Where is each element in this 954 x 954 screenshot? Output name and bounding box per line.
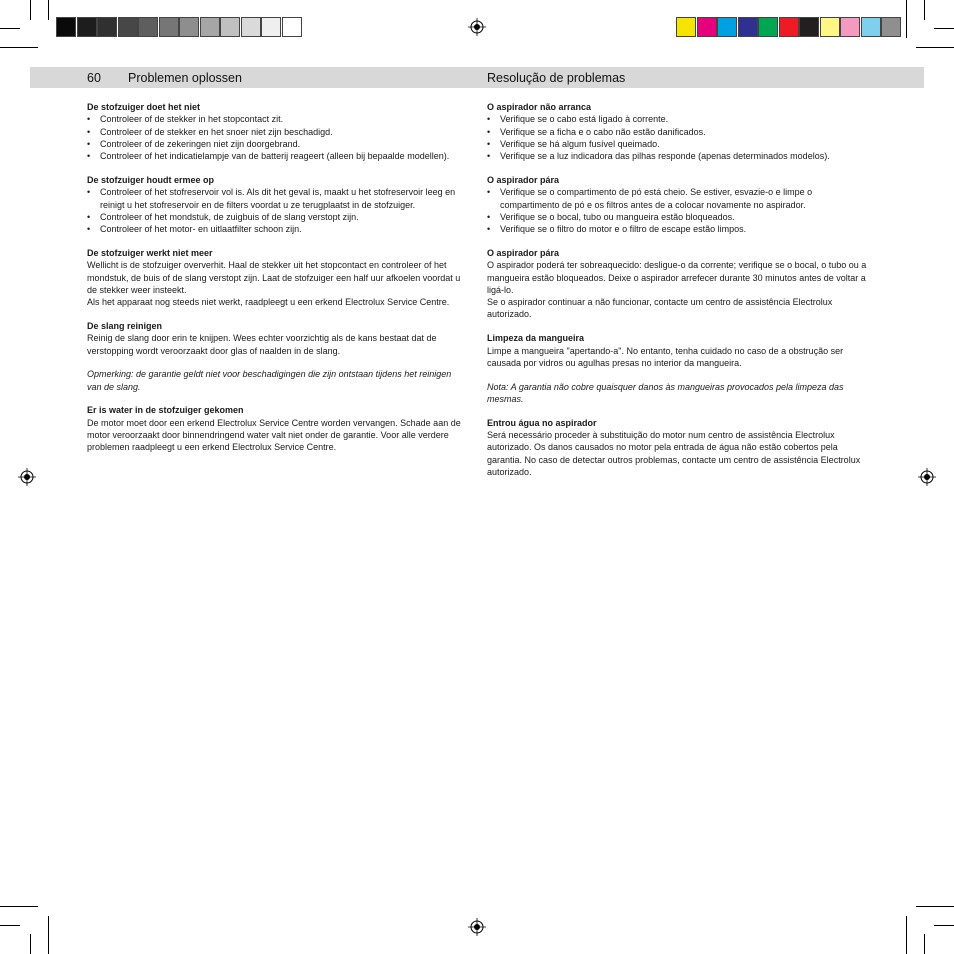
- warranty-note: [487, 381, 867, 406]
- paragraph: Wellicht is de stofzuiger oververhit. Haal de stekker uit het stopcontact en controleer of het mondstuk, de buis of de slang verstopt zijn. Laat de stofzuiger een half uur afkoelen voordat u de stekker weer insteekt.: [87, 260, 461, 295]
- section-title: De slang reinigen: [87, 320, 163, 331]
- note-text: Opmerking: de garantie geldt niet voor beschadigingen die zijn ontstaan tijdens het reinigen van de slang.: [87, 369, 452, 392]
- color-swatch: [717, 17, 737, 37]
- paragraph: Als het apparaat nog steeds niet werkt, raadpleegt u een erkend Electrolux Service Centre.: [87, 297, 450, 308]
- color-swatch: [179, 17, 199, 37]
- section-title: De stofzuiger werkt niet meer: [87, 247, 213, 258]
- section-title: De stofzuiger houdt ermee op: [87, 174, 215, 185]
- color-swatch: [820, 17, 840, 37]
- process-color-bar: [676, 17, 902, 37]
- bullet-list: [87, 186, 467, 235]
- paragraph: O aspirador poderá ter sobreaquecido: desligue-o da corrente; verifique se o bocal, o tubo ou a mangueira estão bloqueados. Deixe o aspirador arrefecer durante 30 minutos antes de voltar a ligá-lo.: [487, 260, 867, 295]
- color-swatch: [840, 17, 860, 37]
- crop-mark: [48, 916, 49, 954]
- list-item: • Verifique se o bocal, tubo ou mangueira estão bloqueados.: [487, 211, 867, 223]
- right-column: [487, 101, 867, 490]
- color-swatch: [697, 17, 717, 37]
- color-swatch: [159, 17, 179, 37]
- section-hose-cleaning: [487, 332, 867, 369]
- section-hose-cleaning: [87, 320, 467, 357]
- color-swatch: [861, 17, 881, 37]
- color-swatch: [200, 17, 220, 37]
- list-item: • Controleer of de zekeringen niet zijn doorgebrand.: [87, 138, 467, 150]
- crop-mark: [0, 28, 20, 29]
- section-stopped-working: [87, 247, 467, 308]
- crop-mark: [916, 906, 954, 907]
- paragraph: Se o aspirador continuar a não funcionar, contacte um centro de assistência Electrolux autorizado.: [487, 297, 833, 320]
- registration-mark-icon: [468, 18, 486, 36]
- crop-mark: [48, 0, 49, 20]
- crop-mark: [906, 916, 907, 954]
- section-not-starting: [87, 101, 467, 162]
- section-title: Er is water in de stofzuiger gekomen: [87, 405, 244, 416]
- color-swatch: [799, 17, 819, 37]
- color-swatch: [220, 17, 240, 37]
- color-swatch: [118, 17, 138, 37]
- list-item: • Verifique se o filtro do motor e o filtro de escape estão limpos.: [487, 223, 867, 235]
- registration-mark-icon: [468, 918, 486, 936]
- list-item: • Verifique se a ficha e o cabo não estão danificados.: [487, 126, 867, 138]
- warranty-note: [87, 368, 467, 393]
- crop-mark: [30, 0, 31, 20]
- bullet-list: [487, 186, 867, 235]
- crop-mark: [0, 906, 38, 907]
- grayscale-color-bar: [56, 17, 302, 37]
- right-page-title: Resolução de problemas: [487, 71, 626, 85]
- color-swatch: [738, 17, 758, 37]
- list-item: • Controleer of het stofreservoir vol is. Als dit het geval is, maakt u het stofreservoir leeg en reinigt u het stofreservoir en de filters voordat u ze terugplaatst in de stofzuiger.: [87, 186, 467, 211]
- section-title: O aspirador pára: [487, 174, 560, 185]
- section-not-starting: [487, 101, 867, 162]
- left-column: [87, 101, 467, 465]
- color-swatch: [138, 17, 158, 37]
- crop-mark: [30, 934, 31, 954]
- paragraph: Reinig de slang door erin te knijpen. Wees echter voorzichtig als de kans bestaat dat de verstopping wordt veroorzaakt door glas of naalden in de slang.: [87, 333, 437, 356]
- color-swatch: [779, 17, 799, 37]
- note-text: Nota: A garantia não cobre quaisquer danos às mangueiras provocados pela limpeza das mesmas.: [487, 381, 844, 404]
- registration-mark-icon: [18, 468, 36, 486]
- color-swatch: [758, 17, 778, 37]
- section-title: O aspirador pára: [487, 247, 560, 258]
- section-title: Limpeza da mangueira: [487, 333, 585, 344]
- section-title: O aspirador não arranca: [487, 102, 592, 112]
- section-stops: [87, 174, 467, 235]
- section-title: Entrou água no aspirador: [487, 417, 597, 428]
- list-item: • Controleer of het mondstuk, de zuigbuis of de slang verstopt zijn.: [87, 211, 467, 223]
- crop-mark: [934, 925, 954, 926]
- list-item: • Verifique se o compartimento de pó está cheio. Se estiver, esvazie-o e limpe o compartimento de pó e os filtros antes de a colocar novamente no aspirador.: [487, 186, 867, 211]
- section-title: De stofzuiger doet het niet: [87, 102, 201, 112]
- bullet-list: [87, 113, 467, 162]
- paragraph: Limpe a mangueira "apertando-a". No entanto, tenha cuidado no caso de a obstrução ser causada por vidros ou agulhas presas no interior da mangueira.: [487, 345, 844, 368]
- color-swatch: [676, 17, 696, 37]
- crop-mark: [924, 0, 925, 20]
- left-page-title: Problemen oplossen: [128, 71, 242, 85]
- section-water: [487, 417, 867, 478]
- color-swatch: [97, 17, 117, 37]
- registration-mark-icon: [918, 468, 936, 486]
- list-item: • Verifique se o cabo está ligado à corrente.: [487, 113, 867, 125]
- section-stops: [487, 174, 867, 235]
- list-item: • Controleer of het indicatielampje van de batterij reageert (alleen bij bepaalde modellen).: [87, 150, 467, 162]
- color-swatch: [282, 17, 302, 37]
- list-item: • Verifique se há algum fusível queimado.: [487, 138, 867, 150]
- crop-mark: [934, 28, 954, 29]
- paragraph: Será necessário proceder à substituição do motor num centro de assistência Electrolux autorizado. Os danos causados no motor pela entrada de água não estão cobertos pela garantia. No caso de detectar outros problemas, contacte um centro de assistência Electrolux autorizado.: [487, 430, 861, 477]
- list-item: • Controleer of de stekker en het snoer niet zijn beschadigd.: [87, 126, 467, 138]
- crop-mark: [906, 0, 907, 38]
- list-item: • Verifique se a luz indicadora das pilhas responde (apenas determinados modelos).: [487, 150, 867, 162]
- paragraph: De motor moet door een erkend Electrolux Service Centre worden vervangen. Schade aan de motor veroorzaakt door binnendringend water valt niet onder de garantie. Voor alle verdere problemen raadpleegt u een erkend Electrolux Service Centre.: [87, 417, 461, 453]
- color-swatch: [241, 17, 261, 37]
- crop-mark: [0, 47, 38, 48]
- crop-mark: [0, 925, 20, 926]
- color-swatch: [881, 17, 901, 37]
- section-stopped-working: [487, 247, 867, 321]
- crop-mark: [924, 934, 925, 954]
- crop-mark: [916, 47, 954, 48]
- page-number: 60: [87, 71, 101, 85]
- list-item: • Controleer of de stekker in het stopcontact zit.: [87, 113, 467, 125]
- bullet-list: [487, 113, 867, 162]
- color-swatch: [56, 17, 76, 37]
- color-swatch: [77, 17, 97, 37]
- color-swatch: [261, 17, 281, 37]
- list-item: • Controleer of het motor- en uitlaatfilter schoon zijn.: [87, 223, 467, 235]
- section-water: [87, 404, 467, 453]
